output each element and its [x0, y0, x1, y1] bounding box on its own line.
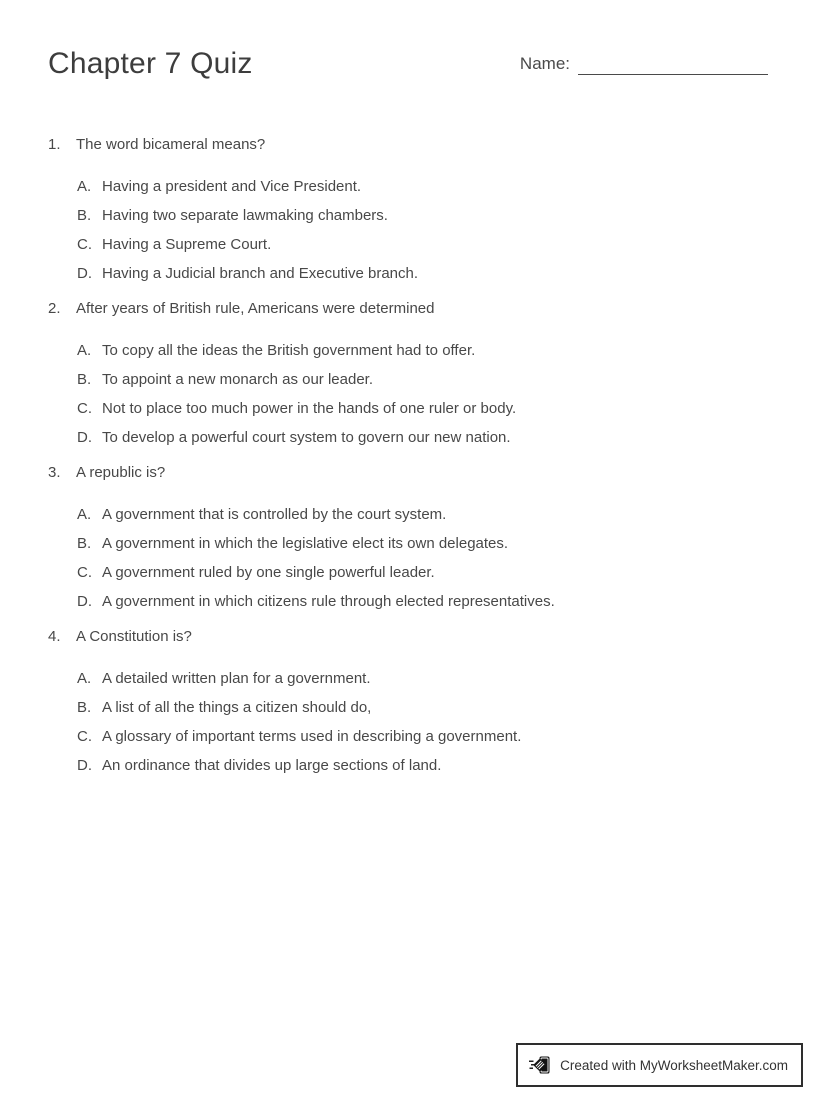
credit-text: Created with MyWorksheetMaker.com — [560, 1057, 788, 1073]
answer-option — [77, 565, 768, 580]
question-number: 2. — [48, 300, 61, 317]
option-text: A list of all the things a citizen should do, — [102, 699, 372, 716]
answer-option — [77, 372, 768, 387]
name-blank-line — [578, 51, 768, 75]
answer-option — [77, 507, 768, 522]
worksheet-maker-logo-icon — [529, 1053, 551, 1077]
name-field — [520, 44, 768, 75]
answer-option — [77, 700, 768, 715]
question-list — [48, 137, 768, 773]
option-letter: D. — [77, 757, 92, 774]
question-number: 1. — [48, 136, 61, 153]
option-text: To appoint a new monarch as our leader. — [102, 371, 374, 388]
question-text: A Constitution is? — [76, 628, 192, 645]
worksheet-maker-credit-link[interactable] — [516, 1043, 803, 1087]
question-number: 4. — [48, 628, 61, 645]
question-3 — [48, 465, 768, 609]
option-letter: B. — [77, 535, 92, 552]
worksheet-page — [0, 44, 816, 773]
answer-option — [77, 208, 768, 223]
question-text-row — [48, 629, 768, 644]
option-text: Not to place too much power in the hands of one ruler or body. — [102, 400, 517, 417]
option-text: A detailed written plan for a government. — [102, 670, 371, 687]
question-2 — [48, 301, 768, 445]
option-text: A government ruled by one single powerful leader. — [102, 564, 435, 581]
option-text: To develop a powerful court system to govern our new nation. — [102, 429, 511, 446]
options-group — [48, 343, 768, 445]
page-header — [48, 44, 768, 84]
name-label: Name: — [519, 54, 570, 73]
page-title: Chapter 7 Quiz — [48, 47, 253, 80]
question-text: A republic is? — [76, 464, 166, 481]
answer-option — [77, 758, 768, 773]
question-text: After years of British rule, Americans were determined — [76, 300, 435, 317]
answer-option — [77, 729, 768, 744]
option-letter: A. — [77, 178, 92, 195]
answer-option — [77, 266, 768, 281]
option-text: To copy all the ideas the British government had to offer. — [102, 342, 476, 359]
answer-option — [77, 430, 768, 445]
option-text: A government in which citizens rule through elected representatives. — [102, 593, 555, 610]
answer-option — [77, 237, 768, 252]
question-text-row — [48, 301, 768, 316]
question-1 — [48, 137, 768, 281]
option-letter: A. — [77, 670, 92, 687]
option-letter: D. — [77, 593, 92, 610]
option-text: A government that is controlled by the court system. — [102, 506, 447, 523]
question-number: 3. — [48, 464, 61, 481]
option-text: Having a president and Vice President. — [102, 178, 362, 195]
options-group — [48, 507, 768, 609]
option-letter: A. — [77, 342, 92, 359]
option-letter: B. — [77, 207, 92, 224]
option-text: A government in which the legislative elect its own delegates. — [102, 535, 509, 552]
options-group — [48, 179, 768, 281]
answer-option — [77, 536, 768, 551]
answer-option — [77, 343, 768, 358]
question-4 — [48, 629, 768, 773]
option-letter: D. — [77, 429, 92, 446]
option-letter: A. — [77, 506, 92, 523]
option-text: Having a Supreme Court. — [102, 236, 272, 253]
question-text-row — [48, 137, 768, 152]
option-text: An ordinance that divides up large sections of land. — [102, 757, 442, 774]
question-text-row — [48, 465, 768, 480]
answer-option — [77, 179, 768, 194]
option-letter: B. — [77, 371, 92, 388]
option-letter: C. — [77, 564, 92, 581]
question-text: The word bicameral means? — [76, 136, 266, 153]
option-text: Having two separate lawmaking chambers. — [102, 207, 388, 224]
option-letter: C. — [77, 400, 92, 417]
answer-option — [77, 594, 768, 609]
option-letter: D. — [77, 265, 92, 282]
option-text: Having a Judicial branch and Executive branch. — [102, 265, 419, 282]
answer-option — [77, 671, 768, 686]
answer-option — [77, 401, 768, 416]
option-letter: C. — [77, 236, 92, 253]
option-text: A glossary of important terms used in describing a government. — [102, 728, 522, 745]
option-letter: B. — [77, 699, 92, 716]
options-group — [48, 671, 768, 773]
option-letter: C. — [77, 728, 92, 745]
